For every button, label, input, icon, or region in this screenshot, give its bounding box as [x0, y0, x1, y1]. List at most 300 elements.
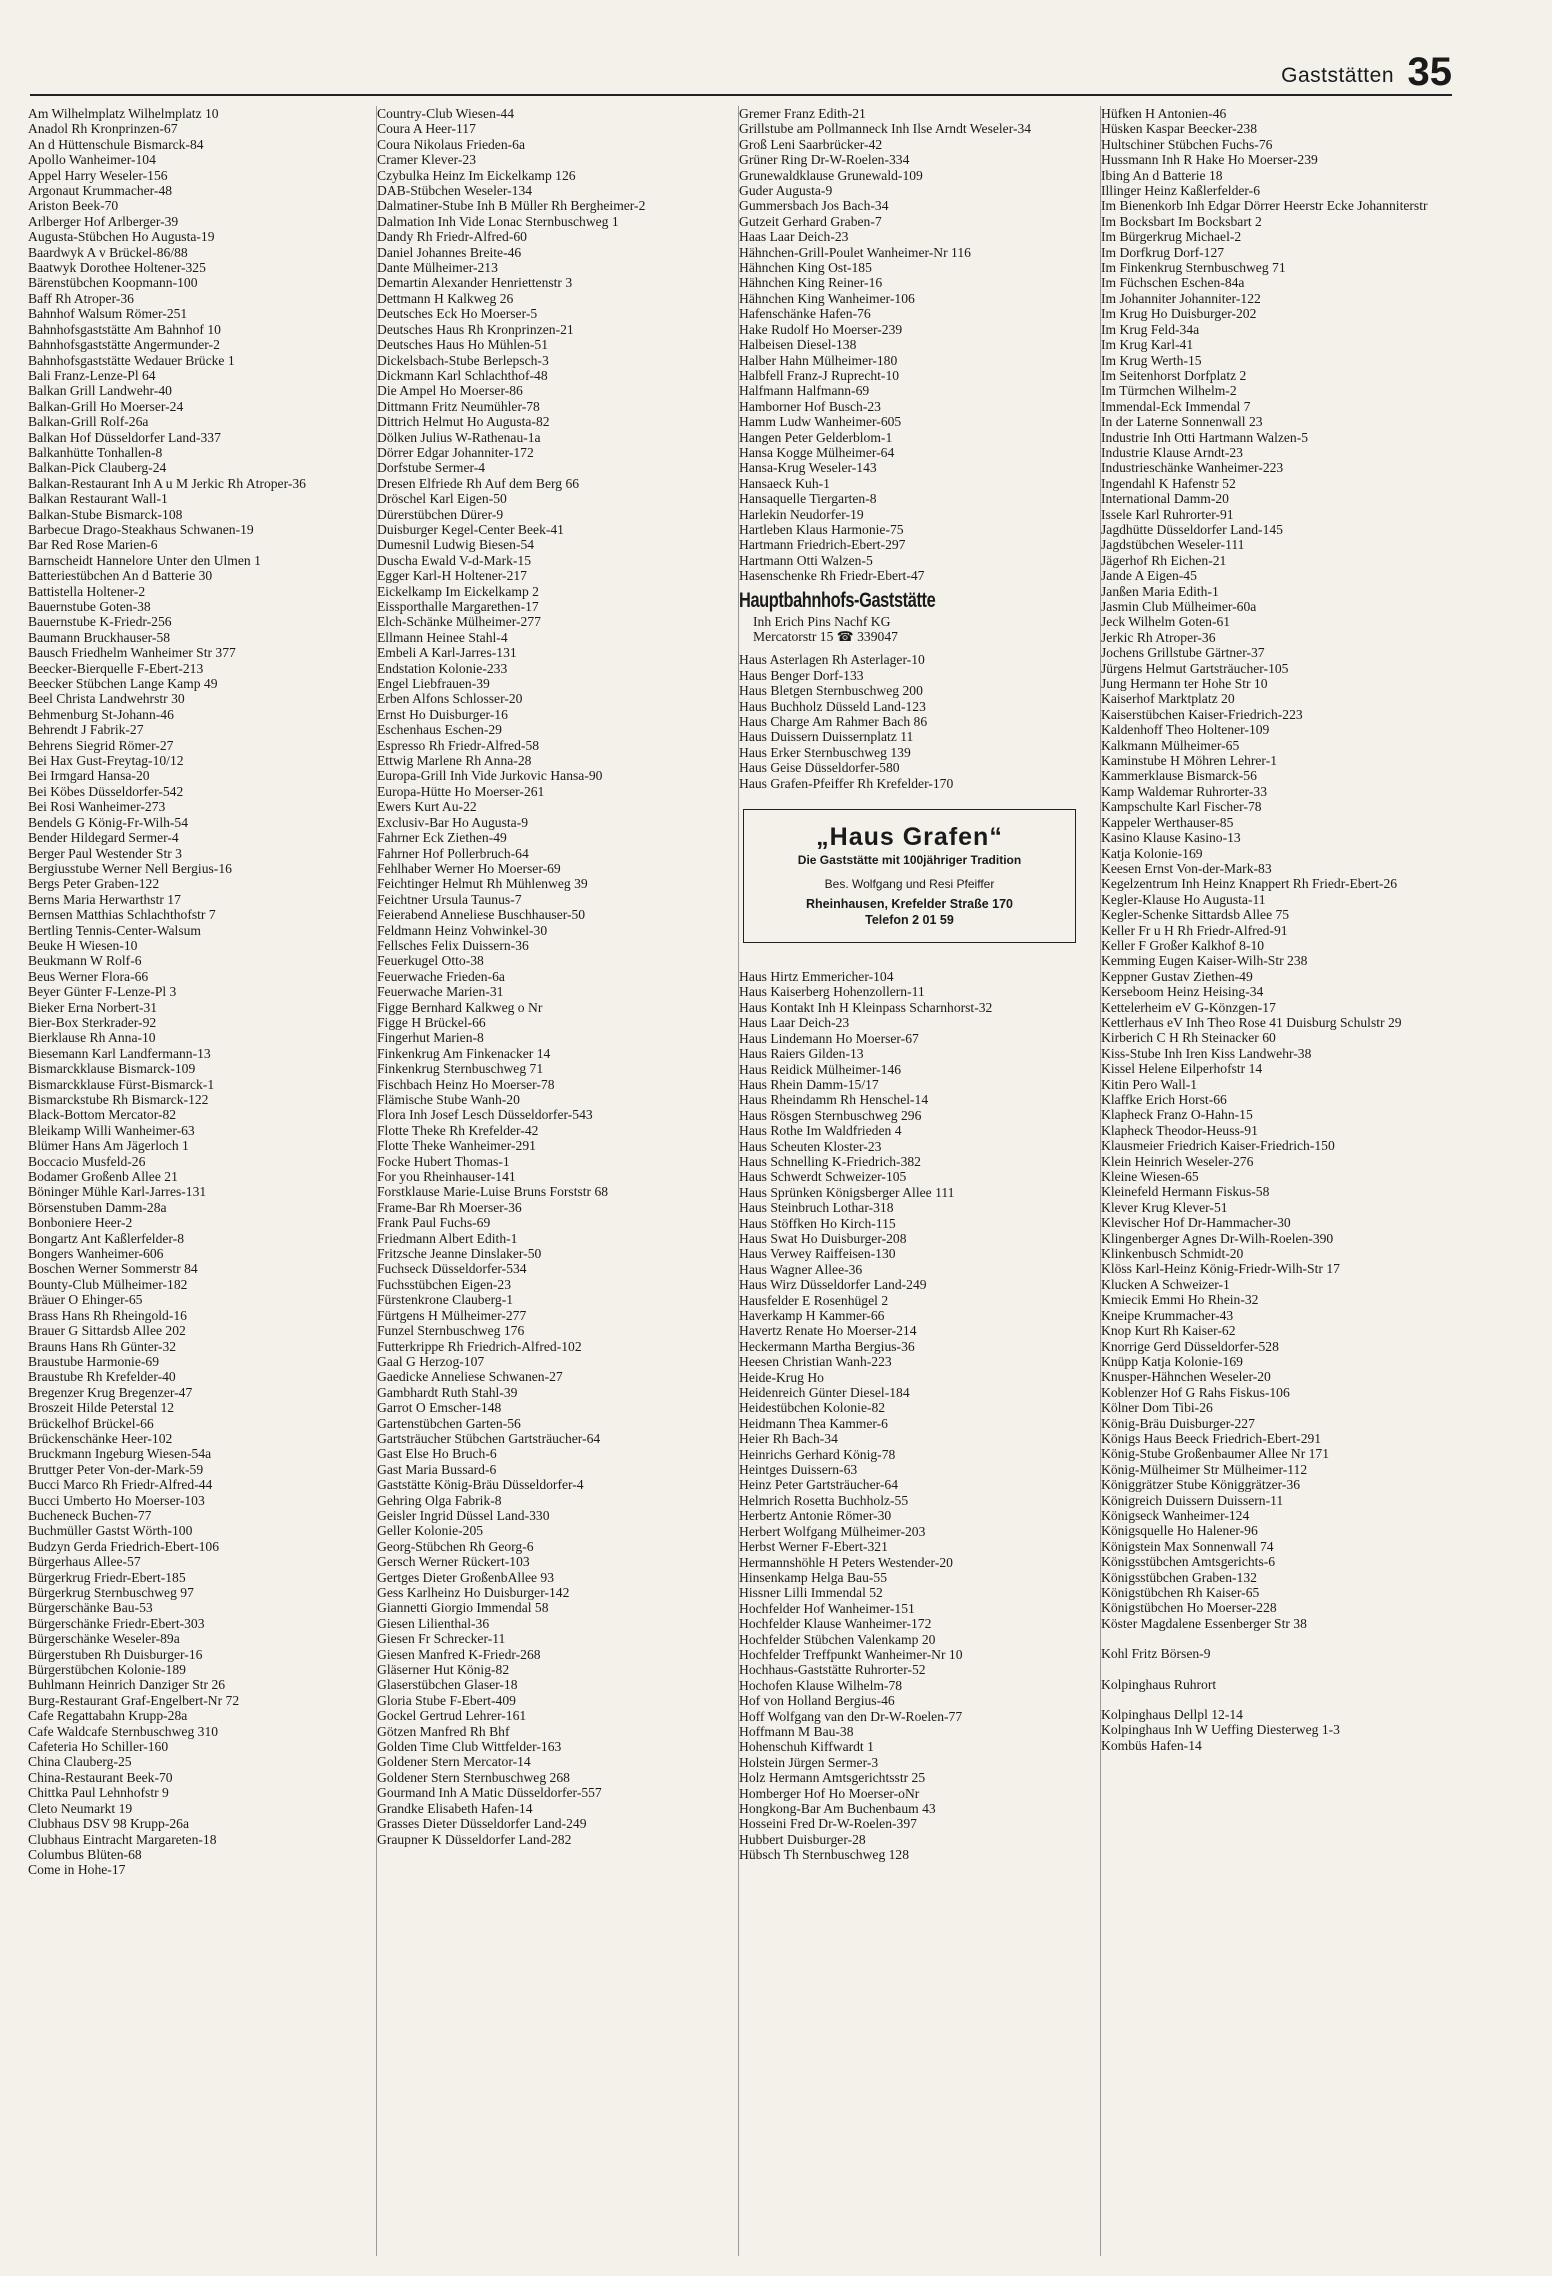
directory-entry: Dettmann H Kalkweg 26 [377, 290, 514, 306]
directory-entry: Koblenzer Hof G Rahs Fiskus-106 [1101, 1384, 1290, 1400]
directory-entry: Heckermann Martha Bergius-36 [739, 1338, 915, 1354]
directory-entry: Kneipe Krummacher-43 [1101, 1307, 1234, 1323]
directory-entry: Garrot O Emscher-148 [377, 1400, 502, 1416]
directory-entry: Europa-Grill Inh Vide Jurkovic Hansa-90 [377, 768, 603, 784]
directory-entry: Königsstübchen Amtsgerichts-6 [1101, 1554, 1276, 1570]
directory-entry: Geisler Ingrid Düssel Land-330 [377, 1507, 550, 1523]
directory-entry: DAB-Stübchen Weseler-134 [377, 183, 533, 199]
directory-entry: Haus Swat Ho Duisburger-208 [739, 1230, 907, 1246]
directory-entry: Bismarckklause Fürst-Bismarck-1 [28, 1076, 215, 1092]
directory-entry: Haus Hirtz Emmericher-104 [739, 969, 894, 985]
directory-entry: Kerseboom Heinz Heising-34 [1101, 984, 1264, 1000]
directory-entry: Jürgens Helmut Gartsträucher-105 [1101, 660, 1289, 676]
directory-entry: Bahnhofsgaststätte Am Bahnhof 10 [28, 321, 221, 337]
directory-entry: Dittrich Helmut Ho Augusta-82 [377, 414, 550, 430]
featured-entry [739, 588, 1084, 645]
directory-entry: Broszeit Hilde Peterstal 12 [28, 1400, 175, 1416]
directory-entry: Bürgerschänke Bau-53 [28, 1600, 153, 1616]
directory-entry: Clubhaus DSV 98 Krupp-26a [28, 1816, 189, 1832]
page-header [30, 48, 1452, 96]
directory-entry: Bucci Marco Rh Friedr-Alfred-44 [28, 1477, 213, 1493]
directory-entry: Bürgerschänke Friedr-Ebert-303 [28, 1615, 205, 1631]
directory-entry: Bismarckklause Bismarck-109 [28, 1061, 196, 1077]
directory-entry: Bahnhofsgaststätte Angermunder-2 [28, 337, 220, 353]
directory-entry: Balkan Grill Landwehr-40 [28, 383, 172, 399]
directory-entry: Feichtner Ursula Taunus-7 [377, 891, 522, 907]
directory-entry: Hartmann Friedrich-Ebert-297 [739, 537, 906, 553]
directory-entry: Grasses Dieter Düsseldorfer Land-249 [377, 1816, 587, 1832]
directory-entry: Gartenstübchen Garten-56 [377, 1415, 521, 1431]
directory-entry: Fuchsstübchen Eigen-23 [377, 1276, 512, 1292]
directory-entry: China Clauberg-25 [28, 1754, 132, 1770]
directory-entry: Haus Duissern Duissernplatz 11 [739, 729, 914, 745]
directory-entry: Cleto Neumarkt 19 [28, 1800, 133, 1816]
directory-entry: Balkan-Stube Bismarck-108 [28, 506, 183, 522]
spacer [1101, 1662, 1446, 1677]
directory-entry: Bürgerstübchen Kolonie-189 [28, 1662, 186, 1678]
directory-entry: Gertges Dieter GroßenbAllee 93 [377, 1569, 555, 1585]
directory-entry: Grandke Elisabeth Hafen-14 [377, 1800, 533, 1816]
directory-entry: Kölner Dom Tibi-26 [1101, 1400, 1213, 1416]
directory-entry: Hohenschuh Kiffwardt 1 [739, 1739, 874, 1755]
directory-entry: Ibing An d Batterie 18 [1101, 167, 1223, 183]
directory-entry: Keller F Großer Kalkhof 8-10 [1101, 937, 1265, 953]
directory-entry: Bürgerkrug Friedr-Ebert-185 [28, 1569, 186, 1585]
directory-entry: Feldmann Heinz Vohwinkel-30 [377, 922, 548, 938]
directory-entry: Dalmation Inh Vide Lonac Sternbuschweg 1 [377, 213, 619, 229]
directory-entry: Klever Krug Klever-51 [1101, 1199, 1228, 1215]
directory-entry: Hartmann Otti Walzen-5 [739, 552, 873, 568]
directory-entry: Beyer Günter F-Lenze-Pl 3 [28, 984, 177, 1000]
directory-entry: Funzel Sternbuschweg 176 [377, 1323, 525, 1339]
directory-entry: Kolpinghaus Ruhrort [1101, 1676, 1217, 1692]
directory-entry: Haus Wagner Allee-36 [739, 1261, 863, 1277]
directory-entry: Haus Reidick Mülheimer-146 [739, 1061, 902, 1077]
directory-entry: Grunewaldklause Grunewald-109 [739, 167, 923, 183]
directory-entry: Havertz Renate Ho Moerser-214 [739, 1323, 917, 1339]
directory-entry: Hof von Holland Bergius-46 [739, 1693, 895, 1709]
directory-entry: Haus Verwey Raiffeisen-130 [739, 1246, 896, 1262]
directory-entry: Flämische Stube Wanh-20 [377, 1092, 520, 1107]
directory-entry: Budzyn Gerda Friedrich-Ebert-106 [28, 1538, 220, 1554]
directory-entry: Fahrner Eck Ziethen-49 [377, 830, 507, 846]
directory-entry: Königstübchen Rh Kaiser-65 [1101, 1585, 1260, 1600]
directory-entry: Haus Wirz Düsseldorfer Land-249 [739, 1277, 927, 1293]
directory-entry: International Damm-20 [1101, 491, 1229, 507]
directory-entry: Holz Hermann Amtsgerichtsstr 25 [739, 1770, 926, 1786]
directory-entry: Balkanhütte Tonhallen-8 [28, 444, 163, 460]
directory-entry: Gourmand Inh A Matic Düsseldorfer-557 [377, 1785, 602, 1801]
directory-entry: Börsenstuben Damm-28a [28, 1199, 167, 1215]
directory-entry: Bodamer Großenb Allee 21 [28, 1169, 178, 1185]
directory-entry: Im Bienenkorb Inh Edgar Dörrer Heerstr Ecke Johanniterstr [1101, 198, 1428, 214]
directory-entry: Balkan-Grill Ho Moerser-24 [28, 398, 184, 414]
directory-entry: Haus Kaiserberg Hohenzollern-11 [739, 984, 925, 1000]
directory-entry: Brauns Hans Rh Günter-32 [28, 1338, 177, 1354]
directory-entry: Figge H Brückel-66 [377, 1014, 486, 1030]
directory-entry: Behrens Siegrid Römer-27 [28, 737, 174, 753]
directory-entry: Halbfell Franz-J Ruprecht-10 [739, 367, 900, 383]
directory-entry: Hartleben Klaus Harmonie-75 [739, 521, 904, 537]
directory-entry: Jagdhütte Düsseldorfer Land-145 [1101, 521, 1283, 537]
directory-entry: Bertling Tennis-Center-Walsum [28, 922, 201, 938]
directory-entry: Bergiusstube Werner Nell Bergius-16 [28, 860, 232, 876]
column-2 [376, 106, 722, 2256]
directory-entry: Coura A Heer-117 [377, 121, 476, 137]
directory-entry: Balkan-Grill Rolf-26a [28, 414, 149, 430]
directory-entry: Heintges Duissern-63 [739, 1462, 858, 1478]
directory-entry: Kleine Wiesen-65 [1101, 1169, 1199, 1185]
directory-entry: Hamborner Hof Busch-23 [739, 398, 881, 414]
directory-entry: Gast Maria Bussard-6 [377, 1461, 497, 1477]
directory-entry: Jagdstübchen Weseler-111 [1101, 537, 1245, 553]
directory-entry: Burg-Restaurant Graf-Engelbert-Nr 72 [28, 1692, 240, 1708]
directory-entry: Bauernstube Goten-38 [28, 599, 151, 614]
directory-entry: Endstation Kolonie-233 [377, 660, 508, 676]
directory-entry: Keppner Gustav Ziethen-49 [1101, 968, 1253, 984]
directory-entry: Bei Irmgard Hansa-20 [28, 768, 150, 784]
directory-entry: Buchmüller Gastst Wörth-100 [28, 1523, 193, 1539]
directory-entry: Bei Köbes Düsseldorfer-542 [28, 783, 184, 799]
directory-entry: Barbecue Drago-Steakhaus Schwanen-19 [28, 521, 254, 537]
directory-entry: Feierabend Anneliese Buschhauser-50 [377, 907, 586, 923]
directory-entry: In der Laterne Sonnenwall 23 [1101, 414, 1263, 430]
directory-entry: Bruckmann Ingeburg Wiesen-54a [28, 1446, 212, 1462]
directory-entry: Kohl Fritz Börsen-9 [1101, 1646, 1211, 1662]
directory-entry: Gess Karlheinz Ho Duisburger-142 [377, 1585, 570, 1600]
directory-entry: Ewers Kurt Au-22 [377, 799, 477, 815]
directory-entry: Espresso Rh Friedr-Alfred-58 [377, 737, 540, 753]
directory-entry: Berger Paul Westender Str 3 [28, 845, 182, 861]
directory-entry: Im Krug Feld-34a [1101, 321, 1200, 337]
directory-entry: Kaldenhoff Theo Holtener-109 [1101, 722, 1270, 738]
directory-entry: Hubbert Duisburger-28 [739, 1831, 866, 1847]
directory-entry: Hangen Peter Gelderblom-1 [739, 429, 893, 445]
directory-entry: Bierklause Rh Anna-10 [28, 1030, 156, 1046]
directory-entry: Keller Fr u H Rh Friedr-Alfred-91 [1101, 922, 1288, 938]
directory-entry: Hausfelder E Rosenhügel 2 [739, 1292, 889, 1308]
directory-entry: Heinz Peter Gartsträucher-64 [739, 1477, 899, 1493]
directory-entry: Klapheck Franz O-Hahn-15 [1101, 1107, 1253, 1123]
directory-entry: Dickelsbach-Stube Berlepsch-3 [377, 352, 549, 368]
directory-entry: Hosseini Fred Dr-W-Roelen-397 [739, 1816, 917, 1832]
directory-entry: Forstklause Marie-Luise Bruns Forststr 68 [377, 1184, 609, 1200]
directory-entry: Giesen Fr Schrecker-11 [377, 1631, 506, 1647]
directory-entry: Hultschiner Stübchen Fuchs-76 [1101, 136, 1273, 152]
directory-entry: Haas Laar Deich-23 [739, 229, 849, 245]
directory-entry: Hoffmann M Bau-38 [739, 1723, 854, 1739]
directory-entry: Klein Heinrich Weseler-276 [1101, 1153, 1254, 1169]
directory-entry: Knüpp Katja Kolonie-169 [1101, 1353, 1243, 1369]
directory-entry: Halbeisen Diesel-138 [739, 337, 857, 353]
directory-entry: Hansa Kogge Mülheimer-64 [739, 444, 895, 460]
directory-entry: Beukmann W Rolf-6 [28, 953, 142, 969]
directory-entry: Berns Maria Herwarthstr 17 [28, 891, 181, 907]
directory-entry: Geller Kolonie-205 [377, 1523, 484, 1539]
directory-entry: Dumesnil Ludwig Biesen-54 [377, 537, 535, 553]
directory-entry: Kegler-Schenke Sittardsb Allee 75 [1101, 907, 1290, 923]
directory-entry: Bauernstube K-Friedr-256 [28, 614, 172, 630]
directory-entry: Dickmann Karl Schlachthof-48 [377, 367, 548, 383]
directory-entry: Fischbach Heinz Ho Moerser-78 [377, 1076, 555, 1092]
directory-entry: Dresen Elfriede Rh Auf dem Berg 66 [377, 475, 580, 491]
directory-entry: Beel Christa Landwehrstr 30 [28, 691, 185, 707]
directory-entry: Argonaut Krummacher-48 [28, 183, 173, 199]
directory-entry: Bürgerstuben Rh Duisburger-16 [28, 1646, 203, 1662]
directory-entry: Braustube Rh Krefelder-40 [28, 1369, 176, 1385]
directory-entry: Jochens Grillstube Gärtner-37 [1101, 645, 1265, 661]
directory-entry: Bei Rosi Wanheimer-273 [28, 799, 166, 815]
directory-entry: Heidenreich Günter Diesel-184 [739, 1385, 910, 1401]
directory-entry: Beuke H Wiesen-10 [28, 937, 138, 953]
directory-entry: Cafe Waldcafe Sternbuschweg 310 [28, 1723, 219, 1739]
directory-entry: Im Seitenhorst Dorfplatz 2 [1101, 367, 1247, 383]
directory-entry: Hähnchen King Ost-185 [739, 260, 872, 276]
directory-entry: Königreich Duissern Duissern-11 [1101, 1492, 1284, 1508]
featured-entry-owner: Inh Erich Pins Nachf KG [753, 613, 891, 629]
directory-entry: Industrie Klause Arndt-23 [1101, 444, 1243, 460]
directory-entry: Helmrich Rosetta Buchholz-55 [739, 1492, 909, 1508]
directory-entry: Haus Raiers Gilden-13 [739, 1046, 864, 1062]
directory-entry: Im Finkenkrug Sternbuschweg 71 [1101, 260, 1286, 276]
directory-entry: Ingendahl K Hafenstr 52 [1101, 475, 1236, 491]
directory-entry: Hoff Wolfgang van den Dr-W-Roelen-77 [739, 1708, 963, 1724]
directory-entry: Heidestübchen Kolonie-82 [739, 1400, 886, 1416]
directory-entry: Georg-Stübchen Rh Georg-6 [377, 1538, 534, 1554]
directory-entry: Holstein Jürgen Sermer-3 [739, 1754, 879, 1770]
directory-entry: Dittmann Fritz Neumühler-78 [377, 398, 540, 414]
directory-entry: Bismarckstube Rh Bismarck-122 [28, 1092, 209, 1107]
directory-entry: Gaal G Herzog-107 [377, 1353, 485, 1369]
directory-entry: Haus Lindemann Ho Moerser-67 [739, 1030, 919, 1046]
directory-entry: Bergs Peter Graben-122 [28, 876, 160, 892]
directory-entry: Klausmeier Friedrich Kaiser-Friedrich-150 [1101, 1138, 1335, 1154]
directory-entry: Eissporthalle Margarethen-17 [377, 599, 539, 614]
directory-entry: Kissel Helene Eilperhofstr 14 [1101, 1061, 1263, 1077]
directory-entry: Flotte Theke Rh Krefelder-42 [377, 1122, 539, 1138]
directory-entry: Bei Hax Gust-Freytag-10/12 [28, 753, 184, 769]
directory-entry: Gartsträucher Stübchen Gartsträucher-64 [377, 1430, 601, 1446]
directory-entry: Fingerhut Marien-8 [377, 1030, 484, 1046]
directory-entry: Battistella Holtener-2 [28, 583, 146, 599]
directory-entry: Gloria Stube F-Ebert-409 [377, 1692, 516, 1708]
directory-entry: China-Restaurant Beek-70 [28, 1769, 173, 1785]
directory-entry: Gast Else Ho Bruch-6 [377, 1446, 497, 1462]
directory-entry: König-Mülheimer Str Mülheimer-112 [1101, 1461, 1308, 1477]
directory-entry: Fürtgens H Mülheimer-277 [377, 1307, 527, 1323]
directory-entry: Europa-Hütte Ho Moerser-261 [377, 783, 545, 799]
directory-entry: Coura Nikolaus Frieden-6a [377, 136, 525, 152]
directory-entry: Halber Hahn Mülheimer-180 [739, 352, 898, 368]
directory-entry: Golden Time Club Wittfelder-163 [377, 1739, 562, 1755]
directory-entry: Haus Rhein Damm-15/17 [739, 1076, 879, 1092]
directory-entry: Am Wilhelmplatz Wilhelmplatz 10 [28, 106, 219, 121]
directory-entry: Feuerwache Marien-31 [377, 984, 504, 1000]
directory-entry: Jeck Wilhelm Goten-61 [1101, 614, 1231, 630]
directory-entry: Hochfelder Klause Wanheimer-172 [739, 1616, 932, 1632]
directory-entry: Hake Rudolf Ho Moerser-239 [739, 321, 903, 337]
directory-entry: Kegelzentrum Inh Heinz Knappert Rh Friedr-Ebert-26 [1101, 876, 1398, 892]
directory-entry: Haus Laar Deich-23 [739, 1015, 850, 1031]
directory-entry: Flotte Theke Wanheimer-291 [377, 1138, 536, 1154]
directory-entry: Brass Hans Rh Rheingold-16 [28, 1307, 187, 1323]
directory-entry: Herbert Wolfgang Mülheimer-203 [739, 1523, 926, 1539]
directory-entry: Homberger Hof Ho Moerser-oNr [739, 1785, 920, 1801]
directory-entry: Kemming Eugen Kaiser-Wilh-Str 238 [1101, 953, 1308, 969]
directory-entry: Heesen Christian Wanh-223 [739, 1354, 892, 1370]
directory-entry: Kaiserhof Marktplatz 20 [1101, 691, 1235, 707]
directory-entry: Gremer Franz Edith-21 [739, 106, 866, 121]
directory-entry: Balkan-Pick Clauberg-24 [28, 460, 167, 476]
directory-entry: Hüfken H Antonien-46 [1101, 106, 1227, 121]
directory-entry: Duisburger Kegel-Center Beek-41 [377, 521, 564, 537]
directory-entry: Hähnchen King Reiner-16 [739, 275, 883, 291]
directory-entry: Fritzsche Jeanne Dinslaker-50 [377, 1246, 542, 1262]
directory-entry: Behrendt J Fabrik-27 [28, 722, 144, 738]
directory-entry: Herbertz Antonie Römer-30 [739, 1508, 892, 1524]
directory-entry: Industrie Inh Otti Hartmann Walzen-5 [1101, 429, 1309, 445]
directory-entry: Feichtinger Helmut Rh Mühlenweg 39 [377, 876, 588, 892]
column-3-entries-top [739, 106, 1084, 584]
directory-entry: Im Füchschen Eschen-84a [1101, 275, 1245, 291]
directory-entry: Erben Alfons Schlosser-20 [377, 691, 523, 707]
directory-entry: Behmenburg St-Johann-46 [28, 706, 174, 722]
directory-entry: Klapheck Theodor-Heuss-91 [1101, 1122, 1258, 1138]
directory-entry: Im Dorfkrug Dorf-127 [1101, 244, 1225, 260]
directory-entry: Bärenstübchen Koopmann-100 [28, 275, 198, 291]
directory-entry: Kegler-Klause Ho Augusta-11 [1101, 891, 1266, 907]
ad-tagline: Die Gaststätte mit 100jähriger Tradition [797, 853, 1022, 868]
directory-entry: Bali Franz-Lenze-Pl 64 [28, 367, 156, 383]
directory-entry: Haus Steinbruch Lothar-318 [739, 1200, 894, 1216]
directory-entry: Bucci Umberto Ho Moerser-103 [28, 1492, 205, 1508]
directory-entry: Focke Hubert Thomas-1 [377, 1153, 510, 1169]
directory-entry: Kombüs Hafen-14 [1101, 1737, 1202, 1753]
directory-entry: Feuerwache Frieden-6a [377, 968, 505, 984]
directory-entry: Bongartz Ant Kaßlerfelder-8 [28, 1230, 184, 1246]
directory-entry: Demartin Alexander Henriettenstr 3 [377, 275, 573, 291]
directory-entry: Dante Mülheimer-213 [377, 260, 498, 276]
directory-entry: Klucken A Schweizer-1 [1101, 1276, 1230, 1292]
directory-entry: Arlberger Hof Arlberger-39 [28, 213, 179, 229]
directory-entry: Haus Sprünken Königsberger Allee 111 [739, 1184, 955, 1200]
directory-entry: Cafeteria Ho Schiller-160 [28, 1739, 169, 1755]
directory-entry: Gambhardt Ruth Stahl-39 [377, 1384, 518, 1400]
directory-entry: Augusta-Stübchen Ho Augusta-19 [28, 229, 215, 245]
directory-entry: Kirberich C H Rh Steinacker 60 [1101, 1030, 1276, 1046]
directory-entry: Jasmin Club Mülheimer-60a [1101, 599, 1257, 614]
directory-entry: Keesen Ernst Von-der-Mark-83 [1101, 860, 1272, 876]
directory-entry: Kammerklause Bismarck-56 [1101, 768, 1257, 784]
column-3-entries-mid [739, 652, 1084, 791]
directory-entry: Haus Bletgen Sternbuschweg 200 [739, 683, 923, 699]
directory-entry: Cafe Regattabahn Krupp-28a [28, 1708, 188, 1724]
directory-entry: Bruttger Peter Von-der-Mark-59 [28, 1461, 204, 1477]
directory-entry: Bleikamp Willi Wanheimer-63 [28, 1122, 195, 1138]
directory-entry: Haus Kontakt Inh H Kleinpass Scharnhorst-32 [739, 999, 993, 1015]
directory-entry: Batteriestübchen An d Batterie 30 [28, 568, 213, 584]
directory-entry: Klingenberger Agnes Dr-Wilh-Roelen-390 [1101, 1230, 1334, 1246]
featured-entry-address: Mercatorstr 15 ☎ 339047 [753, 629, 898, 644]
directory-entry: Bahnhof Walsum Römer-251 [28, 306, 188, 322]
directory-entry: Balkan Restaurant Wall-1 [28, 491, 168, 507]
directory-entry: Braustube Harmonie-69 [28, 1353, 159, 1369]
directory-entry: Bounty-Club Mülheimer-182 [28, 1276, 188, 1292]
column-1 [28, 106, 373, 2256]
directory-entry: Heinrichs Gerhard König-78 [739, 1446, 896, 1462]
directory-entry: Kmiecik Emmi Ho Rhein-32 [1101, 1292, 1259, 1308]
directory-entry: Gläserner Hut König-82 [377, 1662, 510, 1678]
directory-entry: Kasino Klause Kasino-13 [1101, 830, 1241, 846]
directory-entry: Hermannshöhle H Peters Westender-20 [739, 1554, 953, 1570]
directory-entry: Bräuer O Ehinger-65 [28, 1292, 143, 1308]
directory-entry: Haus Schwerdt Schweizer-105 [739, 1169, 907, 1185]
directory-entry: Deutsches Haus Ho Mühlen-51 [377, 337, 549, 353]
directory-entry: Kampschulte Karl Fischer-78 [1101, 799, 1262, 815]
directory-entry: Goldener Stern Mercator-14 [377, 1754, 531, 1770]
directory-entry: Haus Erker Sternbuschweg 139 [739, 744, 911, 760]
directory-entry: Brückenschänke Heer-102 [28, 1430, 173, 1446]
directory-entry: Jung Hermann ter Hohe Str 10 [1101, 676, 1268, 692]
directory-entry: Flora Inh Josef Lesch Düsseldorfer-543 [377, 1107, 593, 1123]
directory-entry: Bier-Box Sterkrader-92 [28, 1014, 157, 1030]
directory-entry: Bender Hildegard Sermer-4 [28, 830, 179, 846]
directory-entry: Columbus Blüten-68 [28, 1846, 142, 1862]
directory-entry: Futterkrippe Rh Friedrich-Alfred-102 [377, 1338, 582, 1354]
directory-entry: Kitin Pero Wall-1 [1101, 1076, 1198, 1092]
directory-entry: Elch-Schänke Mülheimer-277 [377, 614, 541, 630]
directory-entry: Köster Magdalene Essenberger Str 38 [1101, 1615, 1307, 1631]
directory-entry: Dandy Rh Friedr-Alfred-60 [377, 229, 527, 245]
directory-entry: Immendal-Eck Immendal 7 [1101, 398, 1251, 414]
ad-title: „Haus Grafen“ [816, 823, 1003, 852]
directory-entry: Königgrätzer Stube Königgrätzer-36 [1101, 1477, 1301, 1493]
directory-entry: Haus Scheuten Kloster-23 [739, 1138, 882, 1154]
directory-entry: Baatwyk Dorothee Holtener-325 [28, 260, 206, 276]
directory-entry: Brückelhof Brückel-66 [28, 1415, 154, 1431]
directory-entry: Kolpinghaus Dellpl 12-14 [1101, 1707, 1243, 1723]
directory-entry: Guder Augusta-9 [739, 183, 833, 199]
spacer [1101, 1692, 1446, 1707]
directory-entry: Jägerhof Rh Eichen-21 [1101, 552, 1227, 568]
directory-entry: Im Bocksbart Im Bocksbart 2 [1101, 213, 1262, 229]
directory-entry: Beecker-Bierquelle F-Ebert-213 [28, 660, 204, 676]
directory-entry: Egger Karl-H Holtener-217 [377, 568, 527, 584]
directory-entry: Hähnchen King Wanheimer-106 [739, 290, 915, 306]
directory-entry: Glaserstübchen Glaser-18 [377, 1677, 518, 1693]
directory-entry: Dalmatiner-Stube Inh B Müller Rh Bergheimer-2 [377, 198, 646, 214]
directory-entry: Baardwyk A v Brückel-86/88 [28, 244, 188, 260]
directory-entry: Königstein Max Sonnenwall 74 [1101, 1538, 1274, 1554]
directory-entry: Kettlerhaus eV Inh Theo Rose 41 Duisburg Schulstr 29 [1101, 1014, 1402, 1030]
directory-entry: An d Hüttenschule Bismarck-84 [28, 136, 204, 152]
directory-entry: Hochhaus-Gaststätte Ruhrorter-52 [739, 1662, 926, 1678]
directory-entry: Hochofen Klause Wilhelm-78 [739, 1677, 903, 1693]
directory-entry: Im Krug Ho Duisburger-202 [1101, 306, 1257, 322]
directory-entry: Kaiserstübchen Kaiser-Friedrich-223 [1101, 706, 1303, 722]
directory-entry: Ellmann Heinee Stahl-4 [377, 629, 508, 645]
directory-entry: Königs Haus Beeck Friedrich-Ebert-291 [1101, 1430, 1322, 1446]
directory-entry: Klöss Karl-Heinz König-Friedr-Wilh-Str 17 [1101, 1261, 1340, 1277]
directory-entry: Gaststätte König-Bräu Düsseldorfer-4 [377, 1477, 584, 1493]
directory-entry: Hähnchen-Grill-Poulet Wanheimer-Nr 116 [739, 244, 971, 260]
directory-entry: Deutsches Haus Rh Kronprinzen-21 [377, 321, 574, 337]
directory-entry: Haus Charge Am Rahmer Bach 86 [739, 714, 928, 730]
page-number: 35 [1407, 50, 1452, 94]
directory-entry: Eschenhaus Eschen-29 [377, 722, 502, 738]
directory-entry: Kleinefeld Hermann Fiskus-58 [1101, 1184, 1270, 1200]
directory-entry: Biesemann Karl Landfermann-13 [28, 1045, 211, 1061]
